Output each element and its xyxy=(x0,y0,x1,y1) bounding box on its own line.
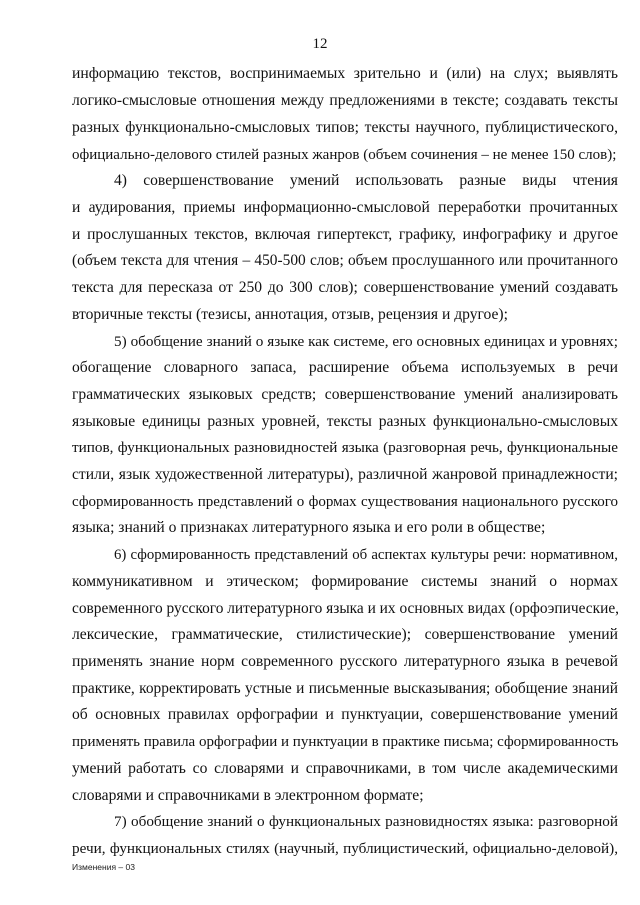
text-line: (объем текста для чтения – 450-500 слов; объем прослушанного или прочитанного xyxy=(72,252,618,269)
text-line: разных функционально-смысловых типов; тексты научного, публицистического, xyxy=(72,119,618,136)
text-line: грамматических языковых средств; совершенствование умений анализировать xyxy=(72,386,618,403)
footer-revision-note: Изменения – 03 xyxy=(72,862,135,872)
paragraph-6-start: 6) сформированность представлений об аспектах культуры речи: нормативном, xyxy=(114,547,618,563)
text-line: логико-смысловые отношения между предложениями в тексте; создавать тексты xyxy=(72,92,618,109)
text-line: сформированность представлений о формах существования национального русского xyxy=(72,494,618,510)
text-line: практике, корректировать устные и письменные высказывания; обобщение знаний xyxy=(72,680,618,697)
paragraph-7-start: 7) обобщение знаний о функциональных разновидностях языка: разговорной xyxy=(114,813,618,830)
text-line: и прослушанных текстов, включая гипертекст, графику, инфографику и другое xyxy=(72,226,618,243)
text-line: словарями и справочниками в электронном формате; xyxy=(72,787,424,804)
text-line: обогащение словарного запаса, расширение объема используемых в речи xyxy=(72,359,618,376)
text-line: коммуникативном и этическом; формирование системы знаний о нормах xyxy=(72,573,618,590)
paragraph-4-start: 4) совершенствование умений использовать разные виды чтения xyxy=(114,172,618,189)
text-line: официально-делового стилей разных жанров (объем сочинения – не менее 150 слов); xyxy=(72,147,617,163)
text-line: умений работать со словарями и справочниками, в том числе академическими xyxy=(72,760,618,777)
text-line: языка; знаний о признаках литературного языка и его роли в обществе; xyxy=(72,519,546,536)
paragraph-5-start: 5) обобщение знаний о языке как системе, его основных единицах и уровнях; xyxy=(114,333,618,350)
text-line: стили, язык художественной литературы), различной жанровой принадлежности; xyxy=(72,466,618,483)
text-line: вторичные тексты (тезисы, аннотация, отзыв, рецензия и другое); xyxy=(72,306,508,323)
text-line: и аудирования, приемы информационно-смысловой переработки прочитанных xyxy=(72,199,618,216)
page-number: 12 xyxy=(312,36,328,52)
text-line: информацию текстов, воспринимаемых зрительно и (или) на слух; выявлять xyxy=(72,65,618,82)
text-line: применять правила орфографии и пунктуации в практике письма; сформированность xyxy=(72,734,619,750)
text-line: современного русского литературного языка и их основных видах (орфоэпические, xyxy=(72,600,620,617)
text-line: лексические, грамматические, стилистические); совершенствование умений xyxy=(72,626,618,643)
text-line: языковые единицы разных уровней, тексты разных функционально-смысловых xyxy=(72,413,618,430)
text-line: применять знание норм современного русского литературного языка в речевой xyxy=(72,653,618,670)
text-line: речи, функциональных стилях (научный, публицистический, официально-деловой), xyxy=(72,840,618,857)
text-line: текста для пересказа от 250 до 300 слов); совершенствование умений создавать xyxy=(72,279,618,296)
text-line: типов, функциональных разновидностей языка (разговорная речь, функциональные xyxy=(72,439,618,456)
text-line: об основных правилах орфографии и пунктуации, совершенствование умений xyxy=(72,706,618,723)
